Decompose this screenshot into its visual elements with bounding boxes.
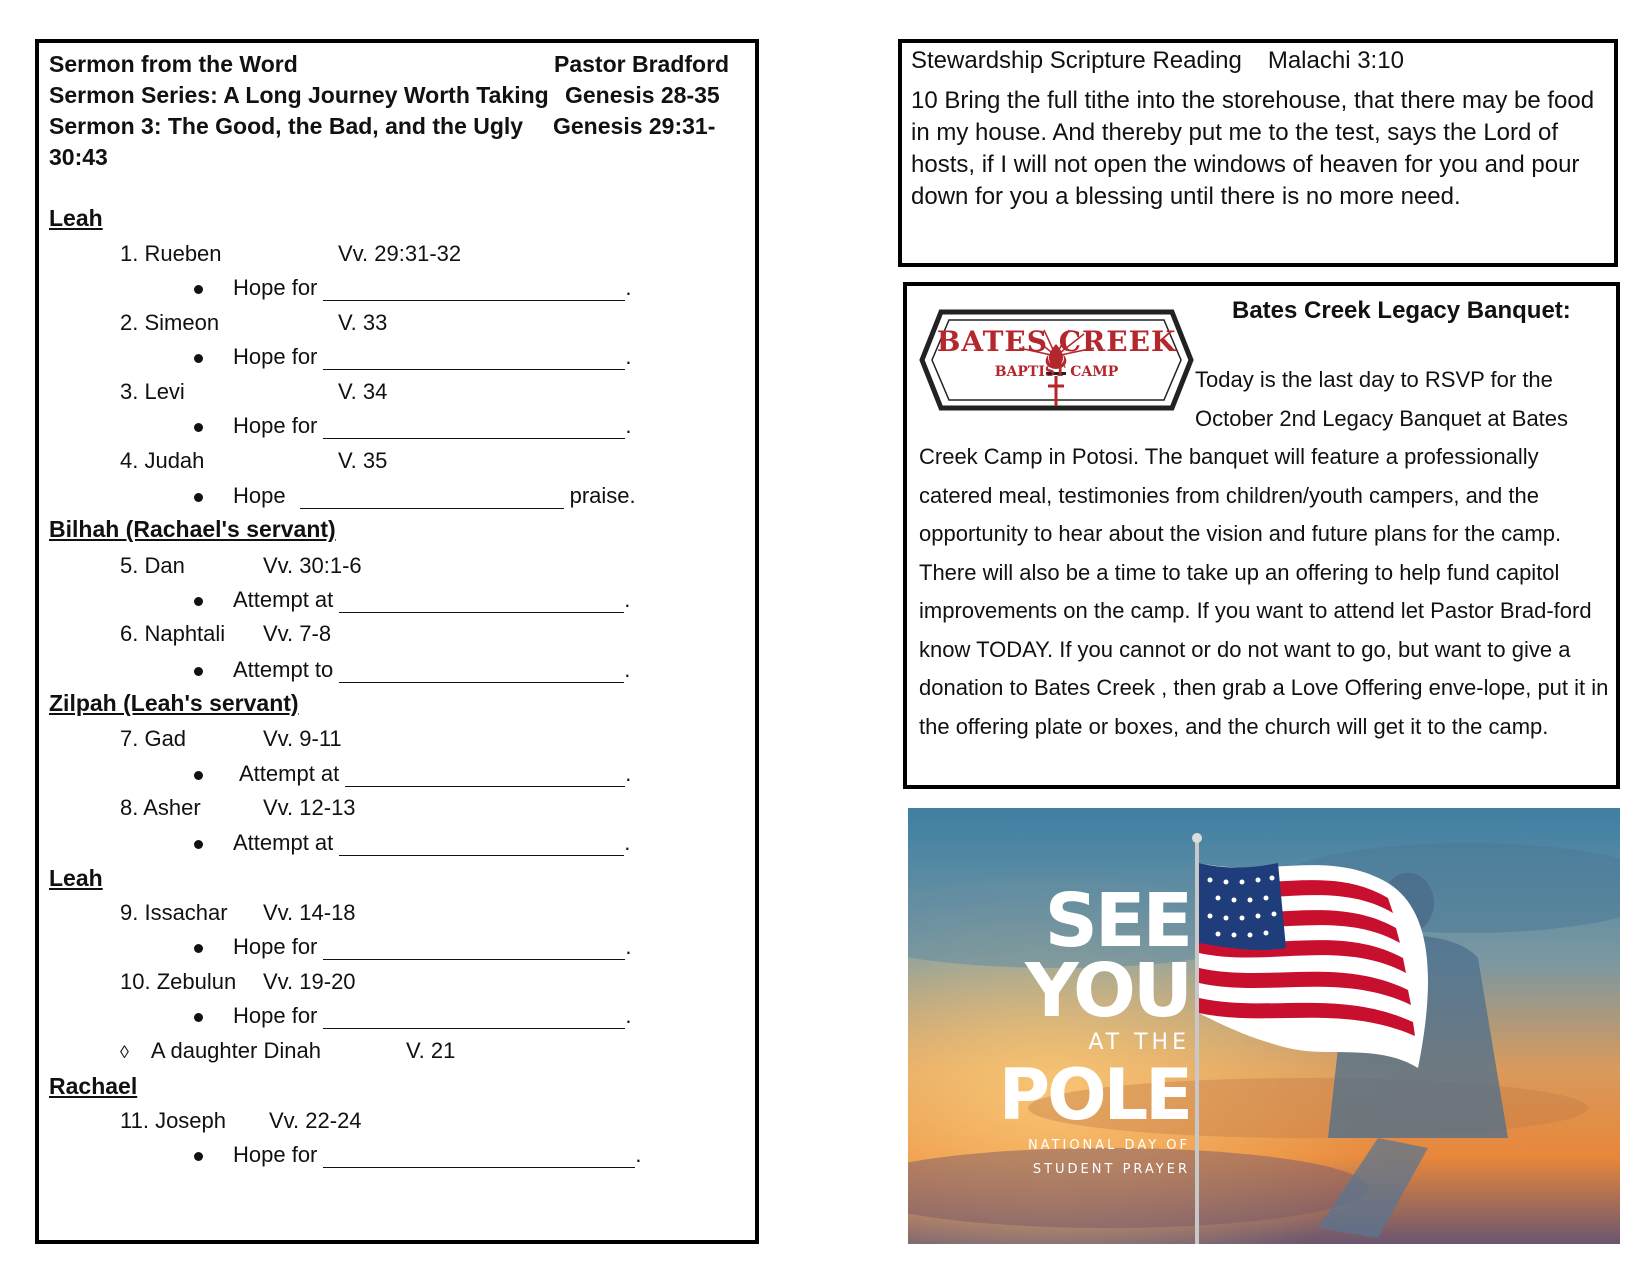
poster-artwork: [908, 808, 1620, 1244]
section-heading: Zilpah (Leah's servant): [49, 690, 299, 716]
dinah-verse: V. 21: [406, 1038, 456, 1063]
fill-in-blank[interactable]: [339, 836, 624, 856]
scripture-title: Stewardship Scripture Reading: [911, 47, 1242, 74]
list-item-name: 3. Levi: [120, 379, 185, 404]
fill-in-line: [194, 344, 632, 370]
fill-in-end: .: [625, 275, 632, 300]
logo-line-2: BAPTIST CAMP: [994, 364, 1119, 380]
poster-pole: POLE: [998, 1054, 1190, 1136]
banquet-title: Bates Creek Legacy Banquet:: [1232, 297, 1571, 324]
scripture-heading: [911, 47, 1605, 75]
fill-in-prompt: Attempt at: [233, 587, 334, 612]
fill-in-line: [194, 761, 631, 787]
dinah-note: [120, 1038, 321, 1064]
bullet-icon: [194, 597, 203, 606]
fill-in-prompt: Hope: [233, 483, 286, 508]
fill-in-prompt: Hope for: [233, 1142, 318, 1167]
fill-in-blank[interactable]: [323, 1148, 635, 1168]
scripture-text: 10 Bring the full tithe into the storehouse, that there may be food in my house. And thereby put me to the test, says the Lord of hosts, if I will not open the windows of heaven for you and pour down for you a blessing until there is no more need.: [911, 87, 1595, 210]
pastor-name: Pastor Bradford: [554, 51, 730, 77]
diamond-bullet-icon: ◊: [120, 1042, 129, 1062]
fill-in-prompt: Hope for: [233, 1003, 318, 1028]
fill-in-line: [194, 657, 630, 683]
list-item-name: 1. Rueben: [120, 241, 222, 266]
fill-in-line: [194, 830, 630, 856]
fill-in-prompt: Attempt to: [233, 657, 334, 682]
fill-in-blank[interactable]: [323, 281, 625, 301]
fill-in-prompt: Attempt at: [239, 761, 340, 786]
bullet-icon: [194, 354, 203, 363]
fill-in-blank[interactable]: [300, 489, 564, 509]
bullet-icon: [194, 944, 203, 953]
fill-in-end: .: [625, 1003, 632, 1028]
list-item-name: 4. Judah: [120, 448, 205, 473]
fill-in-end: .: [625, 413, 632, 438]
fill-in-prompt: Hope for: [233, 275, 318, 300]
fill-in-end: .: [624, 587, 631, 612]
sermon-heading: Sermon from the Word: [49, 51, 298, 77]
bullet-icon: [194, 840, 203, 849]
bullet-icon: [194, 1013, 203, 1022]
list-item-verse: V. 33: [338, 310, 388, 335]
logo-text-layer: [919, 306, 1194, 414]
list-item-name: 10. Zebulun: [120, 969, 237, 994]
fill-in-blank[interactable]: [323, 1009, 625, 1029]
bullet-icon: [194, 1152, 203, 1161]
banquet-text-body: Creek Camp in Potosi. The banquet will feature a professionally catered meal, testimonies from children/youth campers, and the opportunity to hear about the vision and future plans for the camp. There will also be a time to take up an offering to help fund capitol improvements on the camp. If you want to attend let Pastor Brad-ford know TODAY. If you cannot or do not want to go, but want to give a donation to Bates Creek , then grab a Love Offering enve-lope, put it in the offering plate or boxes, and the church will get it to the camp.: [919, 444, 1609, 739]
banquet-panel: [903, 282, 1620, 789]
poster-see: SEE: [1044, 878, 1190, 964]
fill-in-prompt: Hope for: [233, 344, 318, 369]
fill-in-line: [194, 1003, 632, 1029]
list-item-name: 9. Issachar: [120, 900, 228, 925]
list-item-verse: Vv. 9-11: [263, 726, 342, 751]
dinah-name: A daughter Dinah: [150, 1038, 321, 1063]
logo-line-1: BATES CREEK: [936, 325, 1177, 358]
sermon-series: Sermon Series: A Long Journey Worth Taking: [49, 82, 549, 108]
fill-in-line: [194, 587, 630, 613]
fill-in-end: .: [635, 1142, 642, 1167]
list-item-verse: Vv. 14-18: [263, 900, 356, 925]
section-heading: Leah: [49, 865, 103, 891]
bullet-icon: [194, 493, 203, 502]
list-item-name: 8. Asher: [120, 795, 201, 820]
list-item-name: 5. Dan: [120, 553, 185, 578]
scripture-panel: [898, 39, 1618, 267]
fill-in-prompt: Hope for: [233, 413, 318, 438]
poster-subtitle-2: STUDENT PRAYER: [1032, 1162, 1190, 1177]
fill-in-blank[interactable]: [323, 940, 625, 960]
list-item-verse: Vv. 30:1-6: [263, 553, 362, 578]
fill-in-blank[interactable]: [323, 350, 625, 370]
fill-in-prompt: Attempt at: [233, 830, 334, 855]
list-item-verse: Vv. 19-20: [263, 969, 356, 994]
fill-in-line: [194, 413, 632, 439]
sermon-title: Sermon 3: The Good, the Bad, and the Ugly: [49, 113, 524, 139]
list-item-name: 7. Gad: [120, 726, 187, 751]
banquet-text-intro: Today is the last day to RSVP for the October 2nd Legacy Banquet at Bates: [1195, 367, 1569, 431]
sermon-notes-panel: [35, 39, 759, 1244]
list-item-name: 11. Joseph: [120, 1108, 227, 1133]
sermon-reference-cont: 30:43: [49, 144, 108, 170]
fill-in-end: .: [625, 934, 632, 959]
fill-in-blank[interactable]: [339, 663, 624, 683]
fill-in-blank[interactable]: [323, 419, 625, 439]
section-heading: Rachael: [49, 1073, 138, 1099]
bullet-icon: [194, 771, 203, 780]
fill-in-line: [194, 934, 632, 960]
scripture-reference: Malachi 3:10: [1267, 47, 1404, 74]
series-reference: Genesis 28-35: [565, 82, 720, 108]
fill-in-line: [194, 275, 632, 301]
fill-in-blank[interactable]: [345, 767, 625, 787]
section-heading: Leah: [49, 205, 103, 231]
fill-in-end: .: [624, 657, 631, 682]
list-item-verse: Vv. 7-8: [263, 621, 332, 646]
list-item-verse: Vv. 12-13: [263, 795, 356, 820]
list-item-name: 6. Naphtali: [120, 621, 226, 646]
fill-in-end: .: [625, 761, 632, 786]
fill-in-line: [194, 483, 636, 509]
list-item-verse: Vv. 22-24: [269, 1108, 362, 1133]
see-you-at-the-pole-poster: [908, 808, 1620, 1244]
poster-you: YOU: [1025, 948, 1190, 1034]
poster-subtitle-1: NATIONAL DAY OF: [1027, 1138, 1190, 1153]
bullet-icon: [194, 423, 203, 432]
fill-in-end: .: [624, 830, 631, 855]
fill-in-end: praise.: [569, 483, 636, 508]
poster-at-the: AT THE: [1088, 1030, 1190, 1055]
sermon-reference: Genesis 29:31-: [553, 113, 716, 139]
list-item-verse: V. 34: [338, 379, 388, 404]
bullet-icon: [194, 667, 203, 676]
fill-in-blank[interactable]: [339, 593, 624, 613]
fill-in-end: .: [625, 344, 632, 369]
list-item-verse: V. 35: [338, 448, 388, 473]
bullet-icon: [194, 285, 203, 294]
fill-in-line: [194, 1142, 642, 1168]
list-item-name: 2. Simeon: [120, 310, 220, 335]
fill-in-prompt: Hope for: [233, 934, 318, 959]
section-heading: Bilhah (Rachael's servant): [49, 516, 336, 542]
list-item-verse: Vv. 29:31-32: [338, 241, 462, 266]
